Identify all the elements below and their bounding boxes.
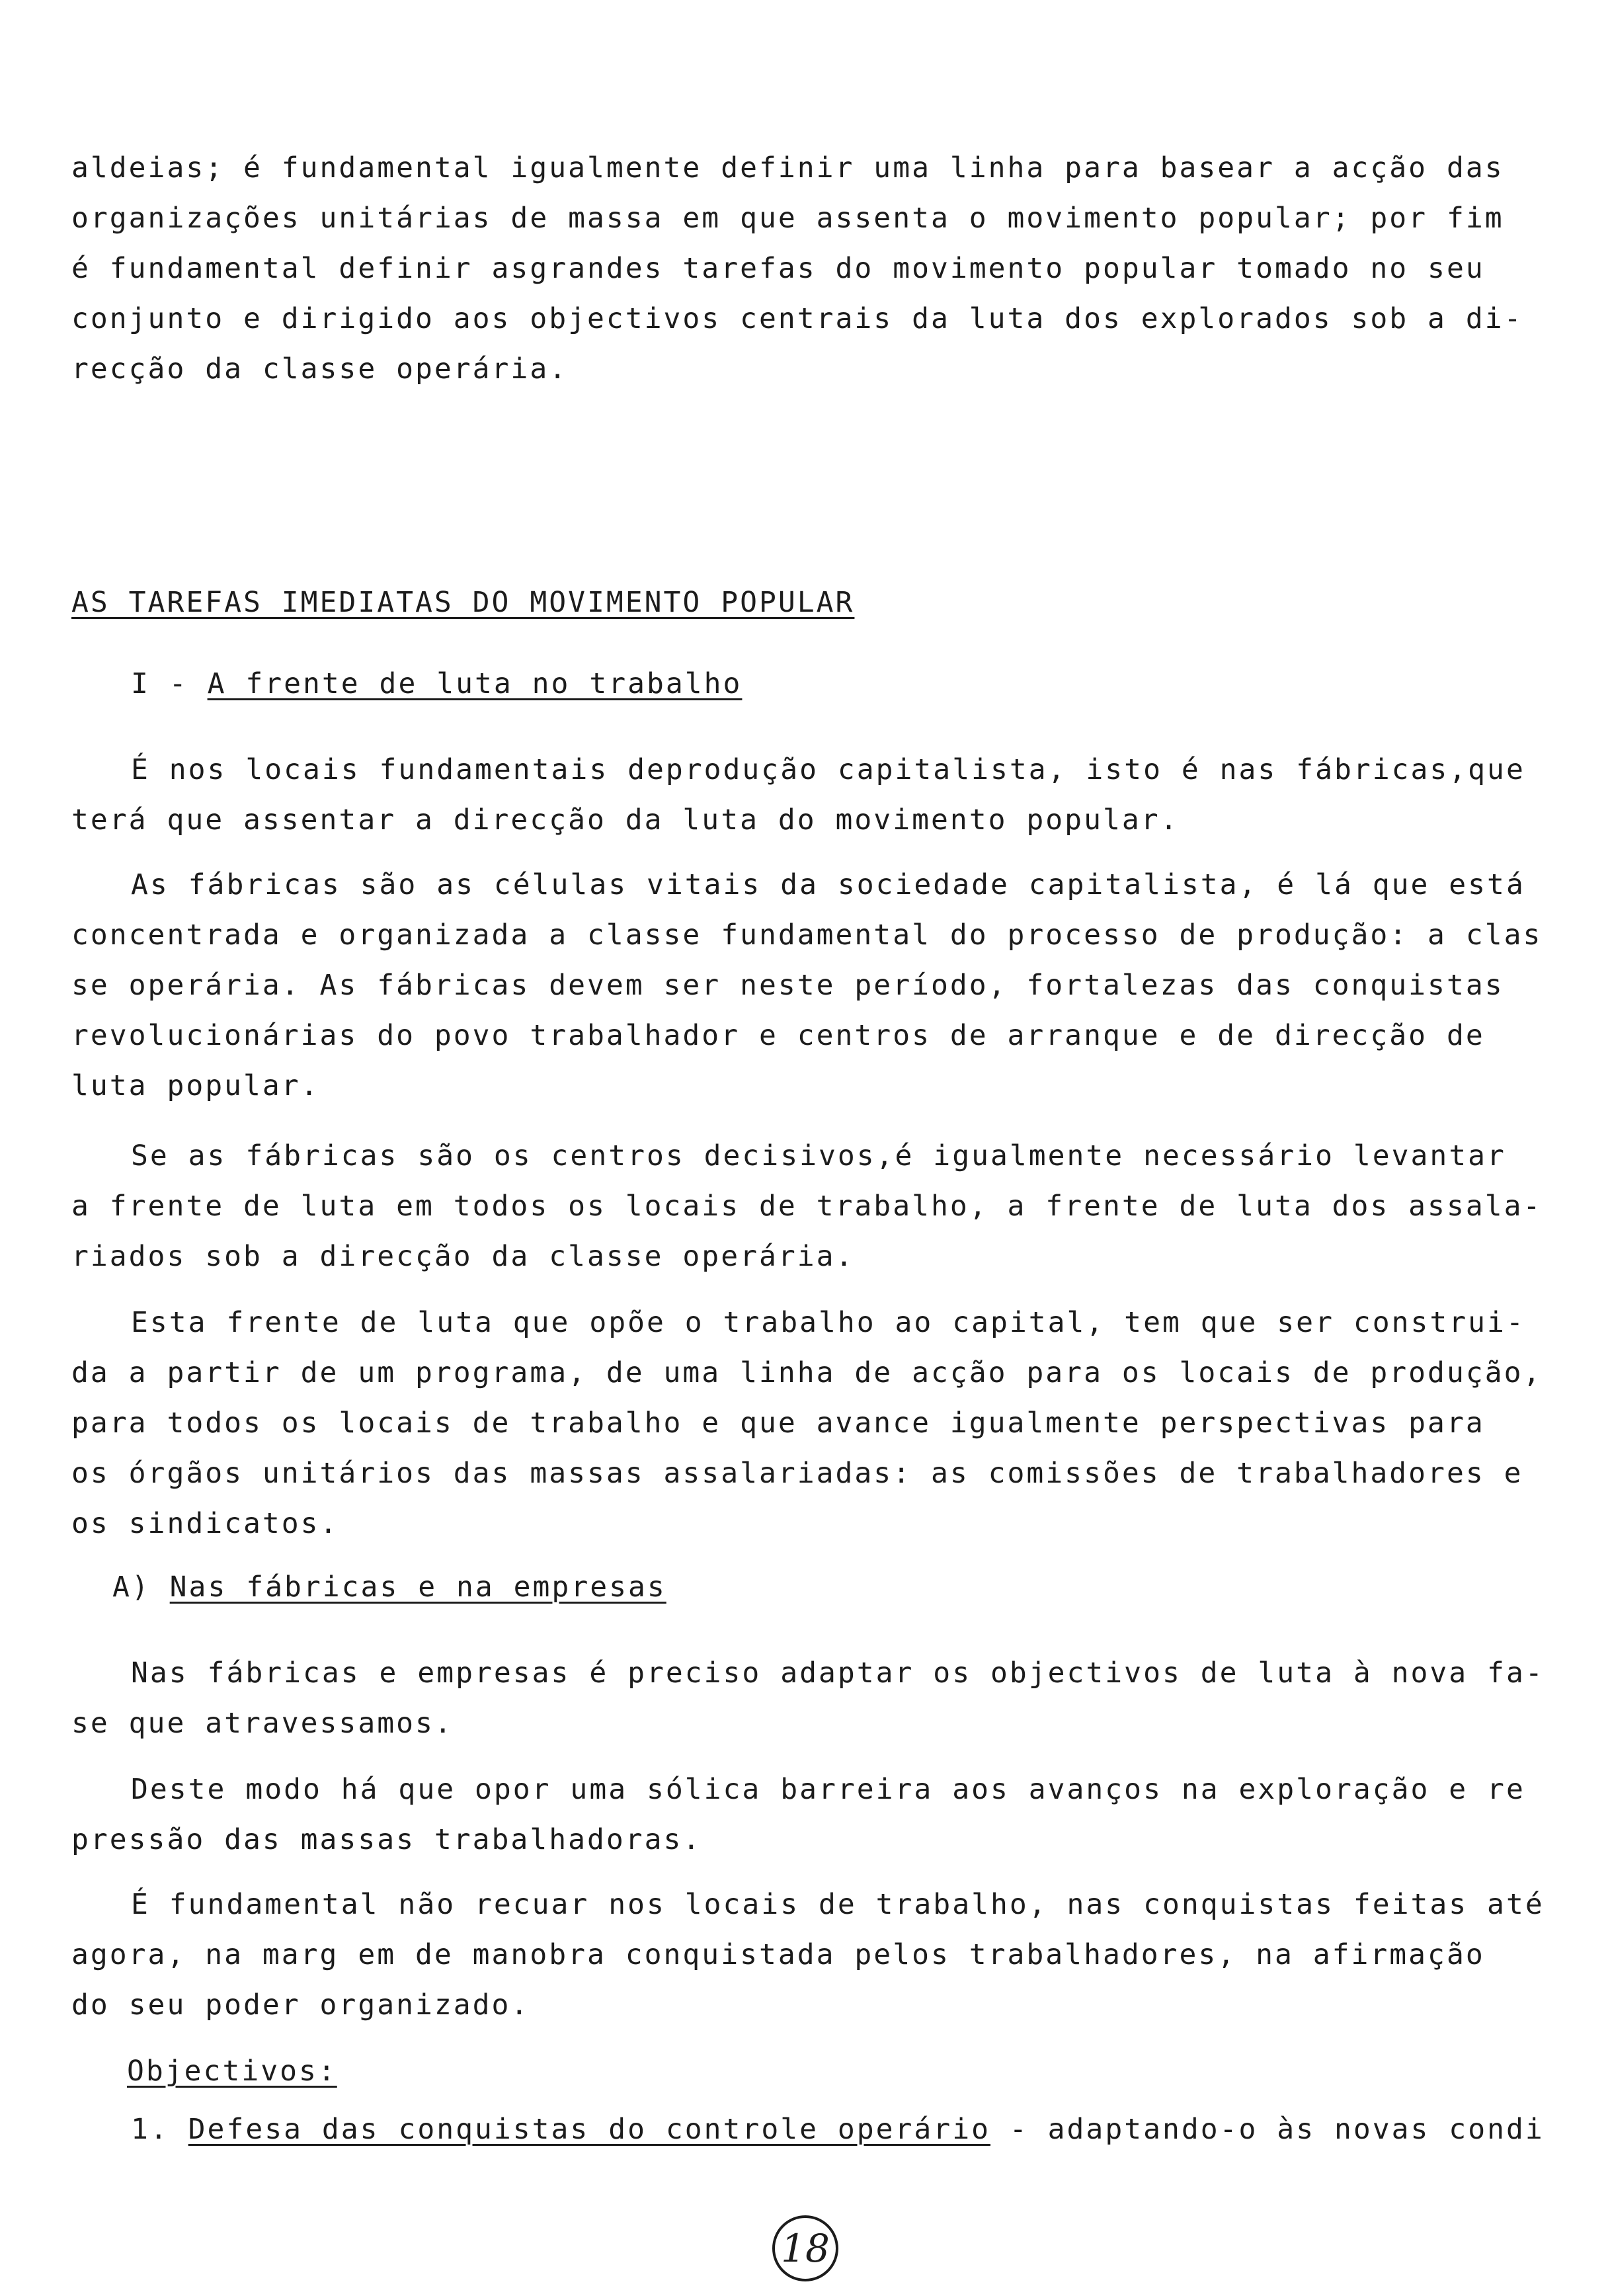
text-line: Se as fábricas são os centros decisivos,é igualmente necessário levantar	[131, 1139, 1506, 1172]
subsection-a-title	[71, 1562, 1579, 1612]
section-number: I -	[131, 667, 208, 700]
text-line: terá que assentar a direcção da luta do movimento popular.	[71, 803, 1180, 837]
text-line: do seu poder organizado.	[71, 1988, 530, 2022]
text-line: riados sob a direcção da classe operária.	[71, 1240, 855, 1273]
text-line: É nos locais fundamentais deprodução capitalista, isto é nas fábricas,que	[131, 753, 1525, 786]
text-line: para todos os locais de trabalho e que avance igualmente perspectivas para	[71, 1407, 1485, 1440]
text-line: da a partir de um programa, de uma linha de acção para os locais de produção,	[71, 1356, 1543, 1389]
text-line: se que atravessamos.	[71, 1707, 454, 1740]
text-line: a frente de luta em todos os locais de trabalho, a frente de luta dos assala-	[71, 1190, 1543, 1223]
text-line: concentrada e organizada a classe fundamental do processo de produção: a clas	[71, 919, 1543, 952]
section-title: A frente de luta no trabalho	[207, 667, 743, 700]
text-line: aldeias; é fundamental igualmente definir uma linha para basear a acção das	[71, 151, 1504, 184]
text-line: é fundamental definir asgrandes tarefas do movimento popular tomado no seu	[71, 252, 1485, 285]
text-line: pressão das massas trabalhadoras.	[71, 1823, 702, 1856]
text-line: revolucionárias do povo trabalhador e centros de arranque e de direcção de	[71, 1019, 1485, 1052]
text-line: luta popular.	[71, 1069, 320, 1102]
section-heading: AS TAREFAS IMEDIATAS DO MOVIMENTO POPULAR	[71, 586, 855, 619]
text-line: conjunto e dirigido aos objectivos centrais da luta dos explorados sob a di-	[71, 302, 1523, 335]
text-line: os sindicatos.	[71, 1507, 339, 1540]
objectives-heading	[71, 2046, 1579, 2096]
objective-1	[71, 2104, 1579, 2154]
text-line: organizações unitárias de massa em que assenta o movimento popular; por fim	[71, 202, 1504, 235]
subsection-title: Nas fábricas e na empresas	[169, 1571, 666, 1604]
text-line: se operária. As fábricas devem ser neste período, fortalezas das conquistas	[71, 969, 1504, 1002]
section-i-title	[71, 659, 1579, 709]
text-line: As fábricas são as células vitais da sociedade capitalista, é lá que está	[131, 868, 1525, 901]
page-number: 18	[772, 2215, 838, 2281]
text-line: recção da classe operária.	[71, 352, 569, 386]
objective-title: Defesa das conquistas do controle operário	[188, 2113, 990, 2146]
text-line: Deste modo há que opor uma sólica barreira aos avanços na exploração e re	[131, 1773, 1525, 1806]
text-line: Esta frente de luta que opõe o trabalho ao capital, tem que ser construi-	[131, 1306, 1525, 1339]
text-line: os órgãos unitários das massas assalariadas: as comissões de trabalhadores e	[71, 1457, 1523, 1490]
objective-number: 1.	[131, 2113, 188, 2146]
text-line: É fundamental não recuar nos locais de trabalho, nas conquistas feitas até	[131, 1888, 1545, 1921]
text-line: Nas fábricas e empresas é preciso adaptar os objectivos de luta à nova fa-	[131, 1657, 1545, 1690]
objective-text: - adaptando-o às novas condi	[990, 2113, 1545, 2146]
text-line: agora, na marg em de manobra conquistada pelos trabalhadores, na afirmação	[71, 1938, 1485, 1971]
objectives-label: Objectivos:	[127, 2055, 337, 2088]
subsection-label: A)	[112, 1571, 170, 1604]
